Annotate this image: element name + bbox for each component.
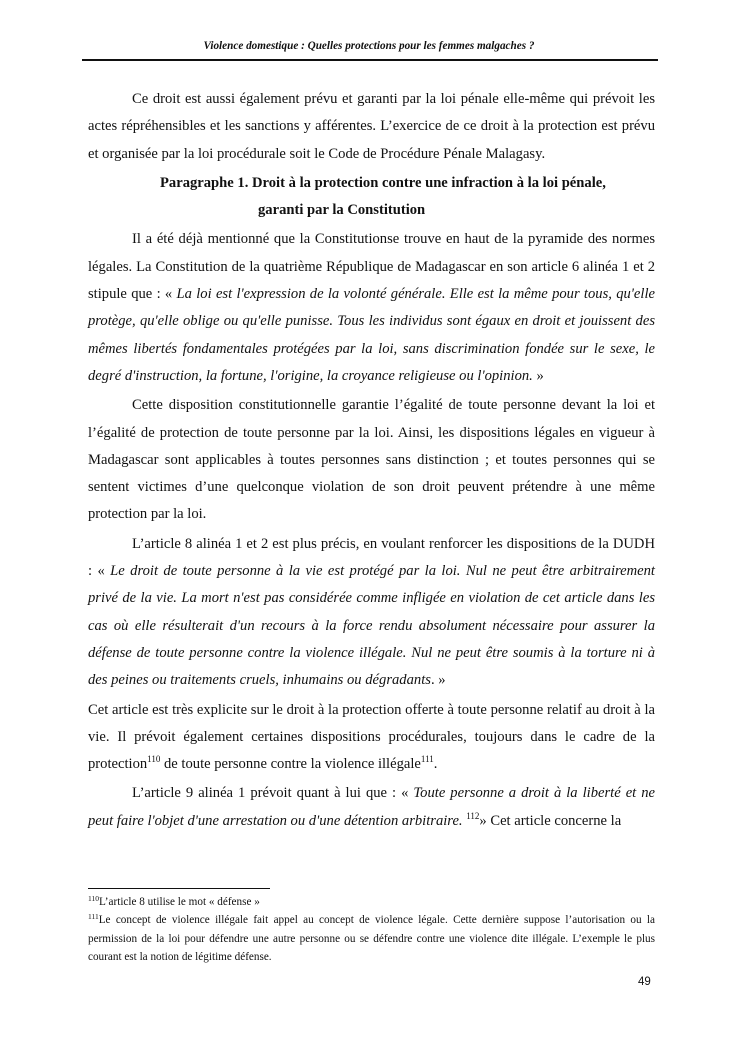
article-9-quote: Toute personne a droit à la liberté et ne peut faire l'objet d'une arrestation ou d'une détention arbitraire.	[88, 785, 655, 829]
running-header: Violence domestique : Quelles protections pour les femmes malgaches ?	[203, 40, 535, 52]
footnote-ref-111[interactable]: 111	[420, 754, 434, 765]
paragraph-6-end: » Cet article concerne la	[479, 812, 622, 829]
header-rule	[82, 59, 658, 61]
section-heading-line-1: Paragraphe 1. Droit à la protection contre une infraction à la loi pénale,	[160, 174, 606, 191]
page-body	[88, 86, 655, 835]
footnote-separator	[88, 888, 270, 889]
paragraph-5	[88, 697, 655, 779]
section-heading-line-2: garanti par la Constitution	[258, 202, 426, 219]
constitution-article-6-quote: La loi est l'expression de la volonté générale. Elle est la même pour tous, qu'elle protège, qu'elle oblige ou qu'elle punisse. Tous les individus sont égaux en droit et jouissent des mêmes libertés fondamentales protégées par la loi, sans discrimination fondée sur le sexe, le degré d'instruction, la fortune, l'origine, la croyance religieuse ou l'opinion.	[88, 286, 655, 384]
footnote-111	[88, 911, 655, 966]
footnote-ref-112[interactable]: 112	[466, 810, 480, 821]
paragraph-6	[88, 780, 655, 835]
paragraph-2	[88, 226, 655, 390]
paragraph-4-text: L’article 8 alinéa 1 et 2 est plus précis, en voulant renforcer les dispositions de la DUDH : «	[88, 535, 655, 580]
footnote-110	[88, 893, 655, 911]
footnotes	[88, 893, 655, 967]
paragraph-6-text: L’article 9 alinéa 1 prévoit quant à lui que : «	[132, 785, 414, 802]
footnote-text: L’article 8 utilise le mot « défense »	[98, 896, 260, 908]
paragraph-2-text: Il a été déjà mentionné que la Constitutionse trouve en haut de la pyramide des normes légales. La Constitution de la quatrième République de Madagascar en son article 6 alinéa 1 et 2 stipule que : «	[88, 231, 655, 303]
page-number: 49	[638, 976, 651, 988]
footnote-text: Le concept de violence illégale fait appel au concept de violence légale. Cette dernière suppose l’autorisation ou la permission de la loi pour défendre une autre personne ou se défendre contre une violence dite illégale. L’exemple le plus courant est la notion de légitime défense.	[88, 914, 655, 964]
paragraph-3: Cette disposition constitutionnelle garantie l’égalité de toute personne devant la loi et l’égalité de protection de toute personne par la loi. Ainsi, les dispositions légales en vigueur à Madagascar sont applicables à toutes personnes sans distinction ; et toutes personnes qui se sentent victimes d’une quelconque violation de son droit peuvent prétendre à une même protection par la loi.	[88, 397, 655, 523]
paragraph-5-mid: de toute personne contre la violence illégale	[160, 756, 421, 773]
paragraph-5-end: .	[433, 756, 438, 773]
paragraph-1: Ce droit est aussi également prévu et garanti par la loi pénale elle-même qui prévoit les actes répréhensibles et les sanctions y afférentes. L’exercice de ce droit à la protection est prévu et organisée par la loi procédurale soit le Code de Procédure Pénale Malagasy.	[88, 91, 655, 162]
paragraph-4-end: . »	[430, 672, 446, 689]
paragraph-5-text: Cet article est très explicite sur le droit à la protection offerte à toute personne relatif au droit à la vie. Il prévoit également certaines dispositions procédurales, toujours dans le cadre de la protection	[88, 701, 655, 773]
footnote-number: 111	[88, 912, 99, 922]
article-8-quote: Le droit de toute personne à la vie est protégé par la loi. Nul ne peut être arbitrairement privé de la vie. La mort n'est pas considérée comme infligée en violation de cet article dans les cas où elle résulterait d'un recours à la force rendu absolument nécessaire pour assurer la défense de toute personne contre la violence illégale. Nul ne peut être soumis à la torture ni à des peines ou traitements cruels, inhumains ou dégradants	[88, 563, 655, 689]
footnote-ref-110[interactable]: 110	[147, 754, 161, 765]
paragraph-4	[88, 531, 655, 695]
paragraph-2-end: »	[532, 367, 544, 384]
footnote-number: 110	[88, 894, 99, 903]
